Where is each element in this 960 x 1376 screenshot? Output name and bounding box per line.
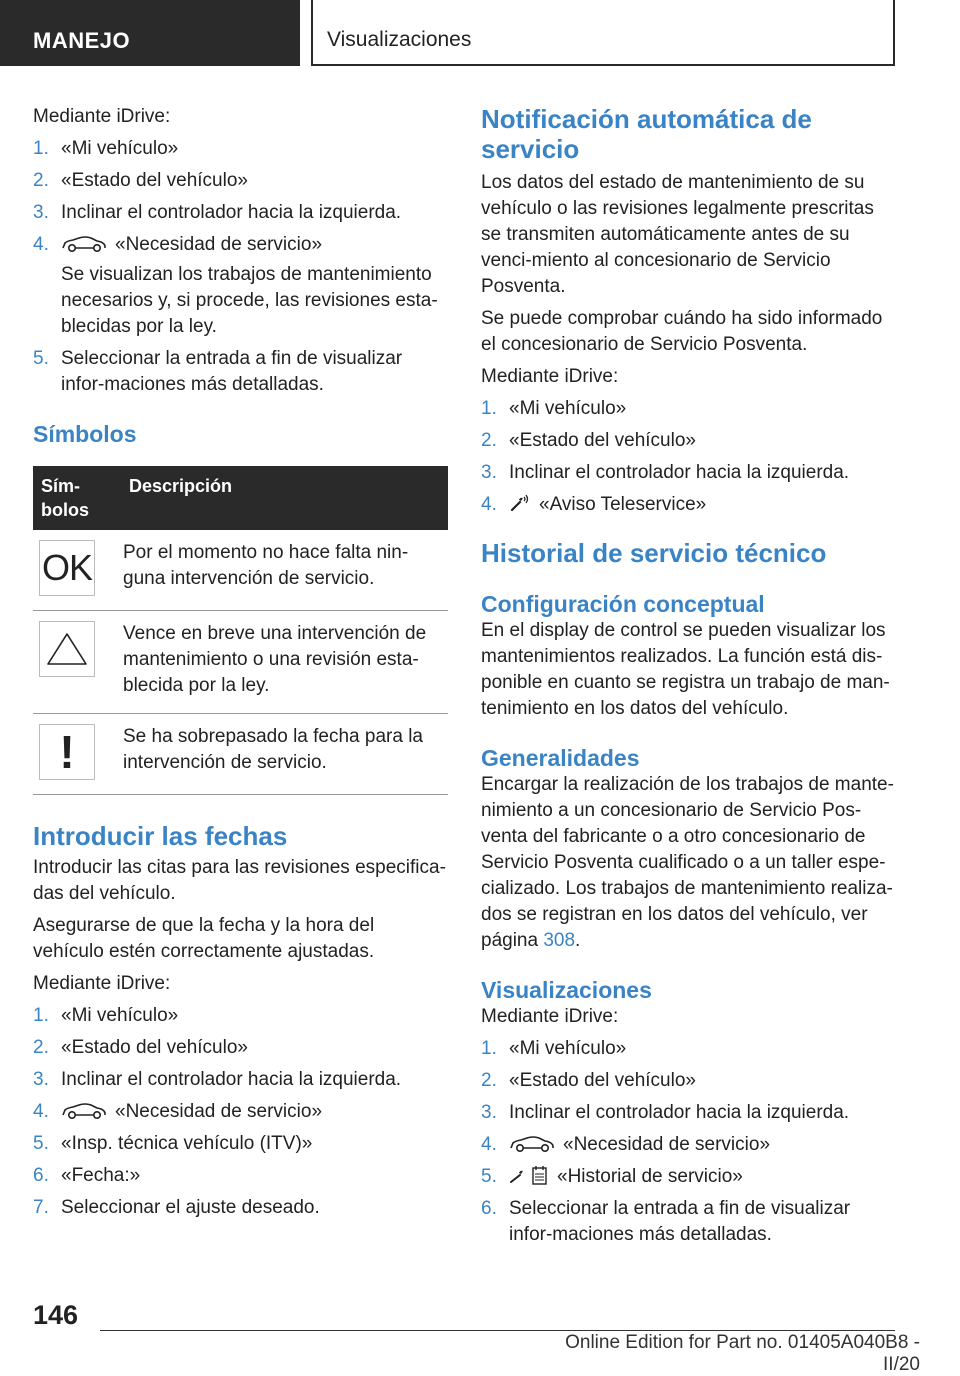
general-paragraph: Encargar la realización de los trabajos de mante-nimiento a un concesionario de Servicio Pos-venta del fabricante o a otro concesionario de Servicio Posventa cualificado o a un taller espe-cializado. Los trabajos de mantenimiento realiza-dos se registran en los datos del vehículo, ver página 308. — [481, 774, 894, 951]
list-item: 2. «Estado del vehículo» — [33, 1037, 248, 1058]
idrive-intro: Mediante iDrive: — [481, 366, 619, 387]
ok-symbol: OK — [39, 540, 95, 596]
warning-triangle-icon — [39, 621, 95, 677]
list-item: 4. «Necesidad de servicio» — [33, 1101, 323, 1122]
steps-dates — [33, 1003, 448, 1221]
notification-paragraph-1: Los datos del estado de mantenimiento de su vehículo o las revisiones legalmente prescritas se transmiten automáticamente antes de su venci-miento al concesionario de Servicio Posventa. — [481, 172, 874, 297]
notification-heading: Notificación automática de servicio — [481, 104, 812, 164]
list-item: 1. «Mi vehículo» — [481, 398, 627, 419]
table-header-row — [33, 466, 448, 530]
steps-history — [481, 1036, 896, 1248]
list-item: 1. «Mi vehículo» — [33, 138, 179, 159]
dates-heading: Introducir las fechas — [33, 821, 288, 851]
list-item: 2. «Estado del vehículo» — [481, 430, 696, 451]
chapter-title: Visualizaciones — [311, 0, 895, 66]
idrive-intro: Mediante iDrive: — [481, 1006, 619, 1027]
list-item: 3. Inclinar el controlador hacia la izquierda. — [481, 462, 850, 483]
list-item: 2. «Estado del vehículo» — [481, 1070, 696, 1091]
page-header — [0, 0, 960, 66]
visualizations-heading: Visualizaciones — [481, 977, 652, 1003]
table-row: ! Se ha sobrepasado la fecha para la intervención de servicio. — [33, 714, 448, 795]
list-item: 6. Seleccionar la entrada a fin de visualizar infor-maciones más detalladas. — [481, 1198, 851, 1245]
car-service-icon — [61, 1102, 107, 1120]
table-row: Vence en breve una intervención de mantenimiento o una revisión esta-blecida por la ley. — [33, 611, 448, 714]
col-header-description: Descripción — [121, 466, 448, 530]
general-heading: Generalidades — [481, 745, 640, 771]
footer-divider — [100, 1330, 895, 1331]
exclamation-symbol: ! — [39, 724, 95, 780]
dates-paragraph-2: Asegurarse de que la fecha y la hora del vehículo estén correctamente ajustadas. — [33, 915, 375, 962]
list-item: 3. Inclinar el controlador hacia la izquierda. — [33, 202, 402, 223]
list-item: 4. «Aviso Teleservice» — [481, 494, 707, 515]
list-item: 7. Seleccionar el ajuste deseado. — [33, 1197, 320, 1218]
symbols-table — [33, 466, 448, 795]
left-column — [33, 104, 448, 1227]
notification-paragraph-2: Se puede comprobar cuándo ha sido informado el concesionario de Servicio Posventa. — [481, 308, 883, 355]
concept-heading: Configuración conceptual — [481, 591, 765, 617]
page-number: 146 — [33, 1300, 79, 1330]
list-item: 5. «Insp. técnica vehículo (ITV)» — [33, 1133, 313, 1154]
service-history-icon — [509, 1164, 549, 1186]
car-service-icon — [509, 1135, 555, 1153]
history-heading: Historial de servicio técnico — [481, 538, 827, 568]
idrive-intro: Mediante iDrive: — [33, 106, 171, 127]
list-item: 5. Seleccionar la entrada a fin de visualizar infor-maciones más detalladas. — [33, 348, 403, 395]
car-service-icon — [61, 235, 107, 253]
list-item: 1. «Mi vehículo» — [481, 1038, 627, 1059]
list-item: 5. «Historial de servicio» — [481, 1166, 743, 1187]
col-header-symbols: Sím-bolos — [33, 466, 121, 530]
list-item: 2. «Estado del vehículo» — [33, 170, 248, 191]
list-item: 4. «Necesidad de servicio» Se visualizan los trabajos de mantenimiento necesarios y, si procede, las revisiones esta-blecidas por la ley. — [33, 234, 438, 337]
list-item: 4. «Necesidad de servicio» — [481, 1134, 771, 1155]
page-reference-link[interactable]: 308 — [543, 930, 576, 951]
dates-paragraph-1: Introducir las citas para las revisiones especifica-das del vehículo. — [33, 857, 446, 904]
right-column — [481, 104, 896, 1254]
list-item: 1. «Mi vehículo» — [33, 1005, 179, 1026]
list-item: 3. Inclinar el controlador hacia la izquierda. — [481, 1102, 850, 1123]
teleservice-wrench-icon — [509, 493, 531, 513]
edition-footer: Online Edition for Part no. 01405A040B8 - II/20 — [565, 1332, 920, 1375]
steps-service-need — [33, 136, 448, 398]
list-item: 6. «Fecha:» — [33, 1165, 141, 1186]
idrive-intro: Mediante iDrive: — [33, 973, 171, 994]
section-tab: MANEJO — [0, 0, 300, 66]
concept-paragraph: En el display de control se pueden visualizar los mantenimientos realizados. La función está dis-ponible en cuanto se registra un trabajo de man-tenimiento en los datos del vehículo. — [481, 620, 890, 719]
table-row: OK Por el momento no hace falta nin-guna intervención de servicio. — [33, 530, 448, 611]
steps-teleservice — [481, 396, 896, 518]
symbols-heading: Símbolos — [33, 421, 137, 447]
list-item: 3. Inclinar el controlador hacia la izquierda. — [33, 1069, 402, 1090]
